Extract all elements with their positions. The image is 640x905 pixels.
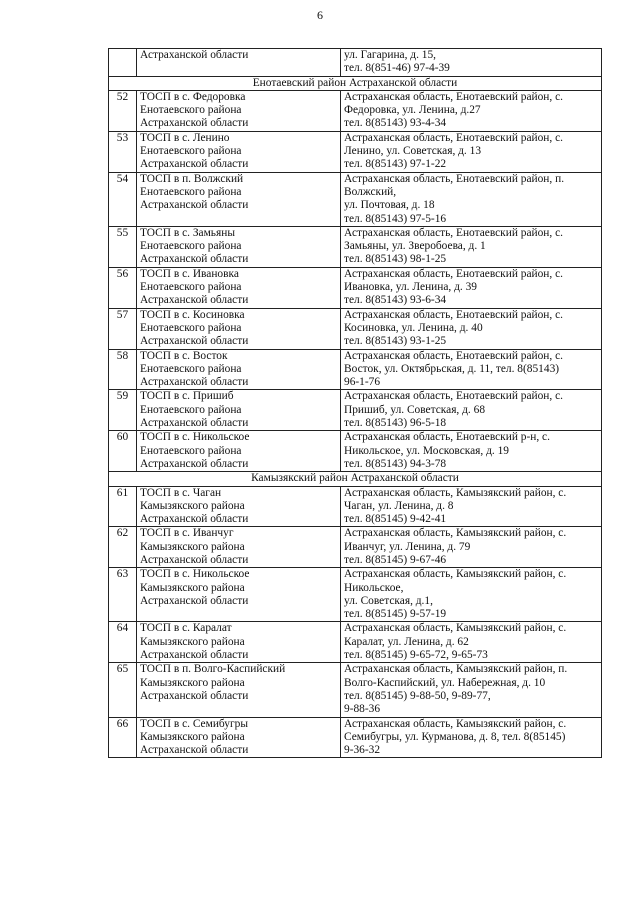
office-address-line: тел. 8(85145) 9-42-41 xyxy=(344,513,447,526)
row-number: 56 xyxy=(109,267,137,308)
office-name-line: Енотаевского района xyxy=(140,185,242,198)
office-address-line: Пришиб, ул. Советская, д. 68 xyxy=(344,403,486,416)
office-name-line: Астраханской области xyxy=(140,117,249,130)
office-name-cell xyxy=(137,431,341,472)
table-row xyxy=(109,308,602,349)
office-address-cell xyxy=(341,622,602,663)
office-address-line: тел. 8(85143) 98-1-25 xyxy=(344,253,447,266)
office-name-cell xyxy=(137,349,341,390)
office-name-line: Астраханской области xyxy=(140,49,249,61)
office-address-line: тел. 8(85143) 93-1-25 xyxy=(344,335,447,348)
office-address-line: Семибугры, ул. Курманова, д. 8, тел. 8(85145) xyxy=(344,730,566,743)
office-name-cell xyxy=(137,131,341,172)
table-row xyxy=(109,486,602,527)
table-row xyxy=(109,622,602,663)
office-name-line: ТОСП в с. Федоровка xyxy=(140,90,246,103)
office-name-line: Камызякского района xyxy=(140,676,245,689)
office-name-line: ТОСП в с. Ленино xyxy=(140,131,230,144)
section-header-row xyxy=(109,76,602,90)
office-address-line: Волжский, xyxy=(344,185,397,198)
office-name-line: Енотаевского района xyxy=(140,240,242,253)
office-name-cell xyxy=(137,308,341,349)
offices-table xyxy=(108,48,602,758)
table-row xyxy=(109,90,602,131)
office-address-line: ул. Советская, д.1, xyxy=(344,594,433,607)
office-name-line: Камызякского района xyxy=(140,581,245,594)
office-address-cell xyxy=(341,267,602,308)
office-name-line: Астраханской области xyxy=(140,553,249,566)
row-number: 60 xyxy=(109,431,137,472)
office-address-line: Иванчуг, ул. Ленина, д. 79 xyxy=(344,540,471,553)
office-address-cell xyxy=(341,663,602,717)
office-address-line: Астраханская область, Енотаевский район, с. xyxy=(344,267,563,280)
office-address-line: Никольское, xyxy=(344,581,404,594)
office-name-line: ТОСП в с. Никольское xyxy=(140,431,250,444)
office-address-line: тел. 8(85145) 9-65-72, 9-65-73 xyxy=(344,649,488,662)
row-number: 58 xyxy=(109,349,137,390)
office-name-line: Астраханской области xyxy=(140,457,249,470)
office-address-line: тел. 8(85145) 9-88-50, 9-89-77, xyxy=(344,689,491,702)
office-address-line: тел. 8(85143) 94-3-78 xyxy=(344,457,447,470)
office-address-line: Восток, ул. Октябрьская, д. 11, тел. 8(85143) xyxy=(344,362,560,375)
office-address-line: тел. 8(85145) 9-67-46 xyxy=(344,553,447,566)
office-name-line: Астраханской области xyxy=(140,294,249,307)
row-number: 55 xyxy=(109,226,137,267)
table-row xyxy=(109,226,602,267)
office-address-line: Астраханская область, Камызякский район, с. xyxy=(344,486,567,499)
table-row xyxy=(109,349,602,390)
office-name-line: Камызякского района xyxy=(140,540,245,553)
office-address-line: тел. 8(85143) 93-6-34 xyxy=(344,294,447,307)
office-address-line: Астраханская область, Енотаевский р-н, с. xyxy=(344,431,550,444)
office-address-line: Астраханская область, Камызякский район, с. xyxy=(344,622,567,635)
office-name-line: Астраханской области xyxy=(140,594,249,607)
office-address-line: Волго-Каспийский, ул. Набережная, д. 10 xyxy=(344,676,546,689)
table-row xyxy=(109,663,602,717)
office-name-line: ТОСП в с. Восток xyxy=(140,349,228,362)
office-address-line: Каралат, ул. Ленина, д. 62 xyxy=(344,635,469,648)
office-address-line: 9-88-36 xyxy=(344,703,381,716)
section-header-row xyxy=(109,472,602,486)
office-address-cell xyxy=(341,527,602,568)
office-name-cell xyxy=(137,717,341,758)
office-name-line: ТОСП в с. Иванчуг xyxy=(140,527,234,540)
office-address-line: тел. 8(851-46) 97-4-39 xyxy=(344,62,450,75)
office-name-cell xyxy=(137,486,341,527)
office-address-line: Чаган, ул. Ленина, д. 8 xyxy=(344,499,454,512)
table-row xyxy=(109,390,602,431)
section-title: Камызякский район Астраханской области xyxy=(109,472,602,486)
row-number: 62 xyxy=(109,527,137,568)
office-name-cell xyxy=(137,267,341,308)
office-address-line: тел. 8(85143) 97-5-16 xyxy=(344,212,447,225)
office-address-line: Никольское, ул. Московская, д. 19 xyxy=(344,444,510,457)
office-name-cell xyxy=(137,622,341,663)
office-name-line: Астраханской области xyxy=(140,253,249,266)
office-address-line: 9-36-32 xyxy=(344,744,381,757)
office-address-cell xyxy=(341,172,602,226)
office-name-line: ТОСП в с. Каралат xyxy=(140,622,232,635)
office-name-cell xyxy=(137,663,341,717)
office-name-line: Астраханской области xyxy=(140,689,249,702)
office-name-line: Астраханской области xyxy=(140,649,249,662)
row-number: 59 xyxy=(109,390,137,431)
table-row xyxy=(109,267,602,308)
office-name-cell xyxy=(137,90,341,131)
office-name-line: Астраханской области xyxy=(140,376,249,389)
office-name-line: ТОСП в с. Ивановка xyxy=(140,267,239,280)
office-address-line: Астраханская область, Енотаевский район, с. xyxy=(344,349,563,362)
office-name-line: Камызякского района xyxy=(140,730,245,743)
office-address-line: Астраханская область, Енотаевский район, с. xyxy=(344,131,563,144)
row-number: 63 xyxy=(109,568,137,622)
office-name-cell xyxy=(137,226,341,267)
office-address-line: Федоровка, ул. Ленина, д.27 xyxy=(344,104,481,117)
office-address-cell xyxy=(341,226,602,267)
office-address-line: Астраханская область, Енотаевский район, с. xyxy=(344,390,563,403)
office-name-line: Астраханской области xyxy=(140,158,249,171)
office-name-cell xyxy=(137,568,341,622)
table-row xyxy=(109,527,602,568)
row-number: 61 xyxy=(109,486,137,527)
table-row xyxy=(109,49,602,77)
row-number: 52 xyxy=(109,90,137,131)
row-number: 54 xyxy=(109,172,137,226)
row-number: 65 xyxy=(109,663,137,717)
office-address-line: Замьяны, ул. Зверобоева, д. 1 xyxy=(344,240,486,253)
office-address-line: 96-1-76 xyxy=(344,376,381,389)
office-name-line: ТОСП в с. Чаган xyxy=(140,486,222,499)
office-address-line: Астраханская область, Камызякский район, с. xyxy=(344,527,567,540)
office-address-cell xyxy=(341,308,602,349)
office-name-cell xyxy=(137,527,341,568)
office-name-line: ТОСП в п. Волго-Каспийский xyxy=(140,663,286,676)
office-name-line: Енотаевского района xyxy=(140,444,242,457)
office-name-line: ТОСП в п. Волжский xyxy=(140,172,244,185)
office-address-line: Астраханская область, Камызякский район, с. xyxy=(344,568,567,581)
office-address-line: Ленино, ул. Советская, д. 13 xyxy=(344,145,482,158)
office-address-line: ул. Гагарина, д. 15, xyxy=(344,49,437,61)
office-name-line: Енотаевского района xyxy=(140,321,242,334)
office-address-line: Астраханская область, Енотаевский район, с. xyxy=(344,90,563,103)
office-name-line: ТОСП в с. Косиновка xyxy=(140,308,245,321)
table-row xyxy=(109,568,602,622)
office-name-line: Астраханской области xyxy=(140,199,249,212)
office-address-line: Косиновка, ул. Ленина, д. 40 xyxy=(344,321,483,334)
office-name-cell xyxy=(137,172,341,226)
page-number: 6 xyxy=(317,8,323,22)
office-address-cell xyxy=(341,431,602,472)
office-name-line: Астраханской области xyxy=(140,744,249,757)
office-name-line: ТОСП в с. Никольское xyxy=(140,568,250,581)
office-name-line: ТОСП в с. Пришиб xyxy=(140,390,234,403)
table-row xyxy=(109,172,602,226)
office-address-cell xyxy=(341,349,602,390)
office-address-line: тел. 8(85143) 96-5-18 xyxy=(344,417,447,430)
office-name-line: Енотаевского района xyxy=(140,104,242,117)
section-title: Енотаевский район Астраханской области xyxy=(109,76,602,90)
table-body xyxy=(109,49,602,758)
office-address-line: тел. 8(85143) 97-1-22 xyxy=(344,158,447,171)
office-address-line: Астраханская область, Енотаевский район, с. xyxy=(344,226,563,239)
office-name-line: Енотаевского района xyxy=(140,281,242,294)
row-number: 66 xyxy=(109,717,137,758)
office-address-cell xyxy=(341,717,602,758)
office-name-line: Енотаевского района xyxy=(140,145,242,158)
office-address-cell xyxy=(341,486,602,527)
office-name-line: ТОСП в с. Семибугры xyxy=(140,717,248,730)
office-address-line: Астраханская область, Енотаевский район, с. xyxy=(344,308,563,321)
office-name-line: Камызякского района xyxy=(140,499,245,512)
office-address-line: Астраханская область, Камызякский район, п. xyxy=(344,663,568,676)
row-number: 57 xyxy=(109,308,137,349)
table-row xyxy=(109,717,602,758)
office-name-line: Енотаевского района xyxy=(140,362,242,375)
row-number xyxy=(109,49,137,77)
office-address-line: тел. 8(85145) 9-57-19 xyxy=(344,608,447,621)
office-address-cell xyxy=(341,390,602,431)
table-row xyxy=(109,431,602,472)
office-name-line: Астраханской области xyxy=(140,335,249,348)
table-row xyxy=(109,131,602,172)
office-name-line: Астраханской области xyxy=(140,513,249,526)
office-address-cell xyxy=(341,49,602,77)
office-address-line: Астраханская область, Камызякский район, с. xyxy=(344,717,567,730)
office-name-cell xyxy=(137,390,341,431)
office-address-cell xyxy=(341,90,602,131)
office-address-cell xyxy=(341,568,602,622)
row-number: 53 xyxy=(109,131,137,172)
office-name-cell xyxy=(137,49,341,77)
office-address-line: Астраханская область, Енотаевский район, п. xyxy=(344,172,565,185)
office-name-line: Енотаевского района xyxy=(140,403,242,416)
office-address-line: тел. 8(85143) 93-4-34 xyxy=(344,117,447,130)
office-address-line: Ивановка, ул. Ленина, д. 39 xyxy=(344,281,477,294)
row-number: 64 xyxy=(109,622,137,663)
office-name-line: Камызякского района xyxy=(140,635,245,648)
office-address-cell xyxy=(341,131,602,172)
office-address-line: ул. Почтовая, д. 18 xyxy=(344,199,435,212)
office-name-line: Астраханской области xyxy=(140,417,249,430)
office-name-line: ТОСП в с. Замьяны xyxy=(140,226,235,239)
